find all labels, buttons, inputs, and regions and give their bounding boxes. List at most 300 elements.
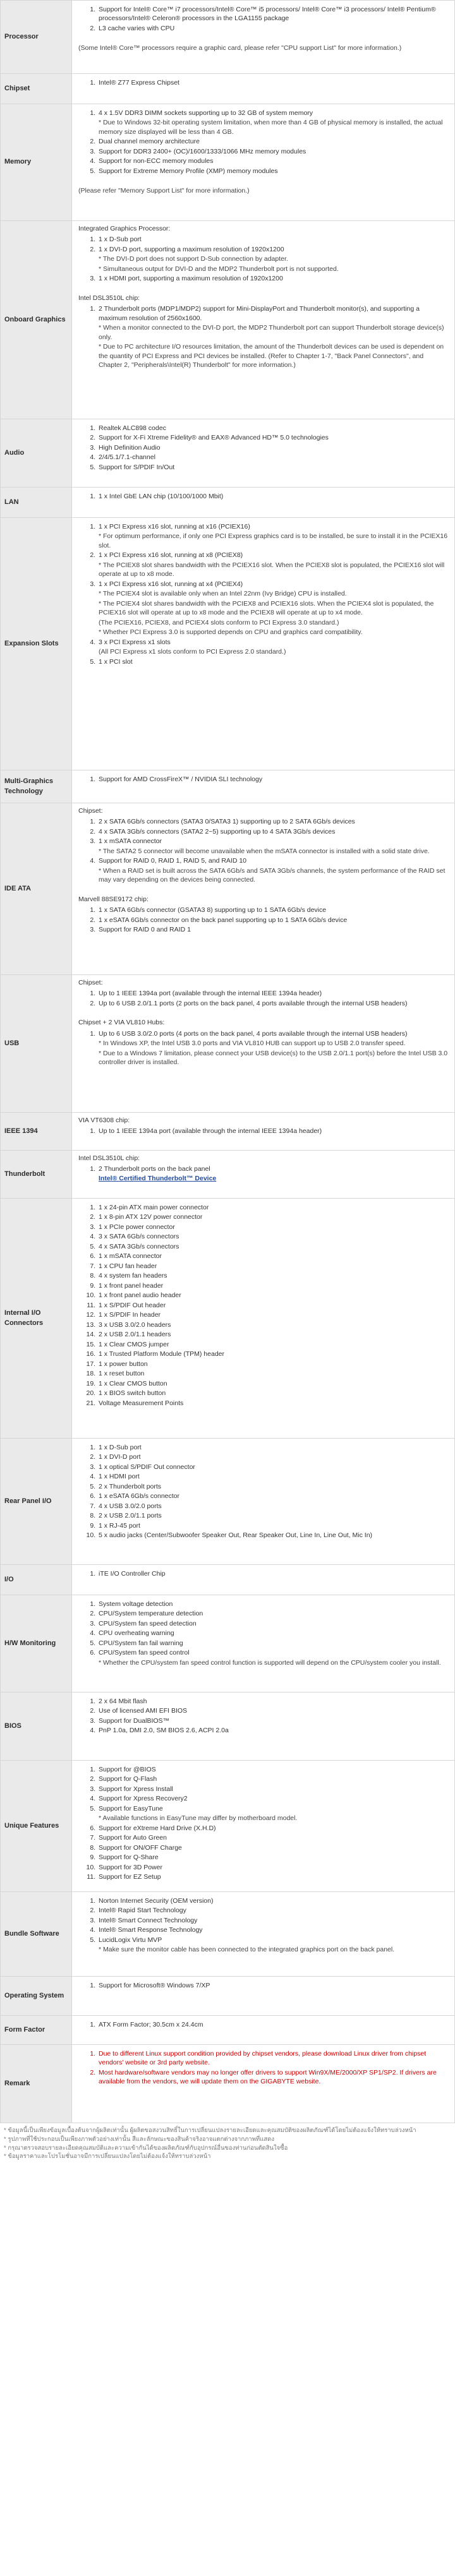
list-item [97, 580, 448, 637]
list-item-text: Support for Q-Flash [99, 1775, 157, 1783]
list-item-text: Support for non-ECC memory modules [99, 157, 214, 165]
list-item [97, 235, 448, 244]
list-item-text: Support for ON/OFF Charge [99, 1843, 182, 1852]
section-heading: Integrated Graphics Processor: [78, 225, 171, 232]
list-item [97, 1213, 448, 1221]
spec-content [72, 488, 455, 518]
list-item-text: Support for 3D Power [99, 1863, 162, 1871]
list-item [97, 1775, 448, 1783]
item-note: * For optimum performance, if only one PCI Express graphics card is to be installed, be sure to install it in the PCIEX16 slot. [99, 532, 448, 549]
list-item [97, 2068, 448, 2087]
list-item [97, 1906, 448, 1915]
item-note: * Make sure the monitor cable has been connected to the integrated graphics port on the back panel. [99, 1946, 395, 1954]
spec-label: Memory [1, 104, 72, 221]
list-item-text: 2 x Thunderbolt ports [99, 1482, 162, 1490]
list-item-text: 1 x Intel GbE LAN chip (10/100/1000 Mbit) [99, 493, 224, 500]
list-item [97, 1926, 448, 1934]
spec-row-thunderbolt [1, 1151, 455, 1199]
footer-note-line: * ข้อมูลนี้เป็นเพียงข้อมูลเบื้องต้นจากผู้ผลิตเท่านั้น ผู้ผลิตขอสงวนสิทธิ์ในการเปลี่ยนแปลงรายละเอียดและคุณสมบัติของผลิตภัณฑ์ได้โดยไม่ต้องแจ้งให้ทราบล่วงหน้า [4, 2127, 416, 2134]
list-item-text: 1 x PCIe power connector [99, 1223, 175, 1231]
list-item-text: 1 x power button [99, 1360, 148, 1368]
spec-list [78, 1127, 448, 1135]
spec-content [72, 518, 455, 770]
spec-label: Chipset [1, 74, 72, 104]
list-item-text: Support for Xpress Install [99, 1785, 173, 1793]
list-item-text: ATX Form Factor; 30.5cm x 24.4cm [99, 2021, 203, 2028]
list-item [97, 1242, 448, 1251]
list-item [97, 1600, 448, 1609]
list-item-text: 1 x CPU fan header [99, 1262, 157, 1270]
block-spacer [78, 286, 448, 294]
list-item [97, 443, 448, 452]
spec-label: Audio [1, 419, 72, 488]
spec-row-operating-system [1, 1977, 455, 2016]
spec-row-remark [1, 2045, 455, 2123]
spec-list [78, 1165, 448, 1183]
list-item [97, 304, 448, 369]
item-note: * Whether PCI Express 3.0 is supported depends on CPU and graphics card compatibility. [99, 628, 363, 637]
spec-content [72, 104, 455, 221]
list-item [97, 245, 448, 273]
list-item-text: 1 x Clear CMOS jumper [99, 1340, 169, 1348]
item-note: * The DVI-D port does not support D-Sub connection by adapter. [99, 255, 288, 263]
spec-list [78, 1203, 448, 1408]
list-item [97, 463, 448, 472]
list-item [97, 1360, 448, 1369]
spec-row-ide-ata [1, 803, 455, 975]
list-item-text: Support for RAID 0, RAID 1, RAID 5, and RAID 10 [99, 857, 247, 865]
section-heading: Intel DSL3510L chip: [78, 1154, 140, 1162]
list-item [97, 837, 448, 856]
list-item-text: 2 Thunderbolt ports on the back panel [99, 1165, 210, 1173]
list-item-text: Up to 6 USB 2.0/1.1 ports (2 ports on the back panel, 4 ports available through the internal USB headers) [99, 999, 408, 1007]
list-item-text: Norton Internet Security (OEM version) [99, 1897, 214, 1905]
list-item [97, 1232, 448, 1241]
list-item-text: Use of licensed AMI EFI BIOS [99, 1707, 188, 1715]
list-item-text: 4 x SATA 3Gb/s connectors [99, 1242, 179, 1250]
spec-label: BIOS [1, 1692, 72, 1761]
list-item [97, 1706, 448, 1715]
list-item-text: 1 x optical S/PDIF Out connector [99, 1463, 195, 1471]
list-item-text: 1 x D-Sub port [99, 236, 142, 244]
list-item [97, 1697, 448, 1706]
list-item [97, 1502, 448, 1511]
list-item [97, 989, 448, 998]
list-item [97, 1369, 448, 1378]
list-item-text: 1 x RJ-45 port [99, 1521, 140, 1530]
list-item [97, 916, 448, 925]
list-item-text: Intel® Smart Response Technology [99, 1926, 203, 1934]
list-item [97, 1340, 448, 1349]
spec-row-ieee-1394 [1, 1113, 455, 1151]
list-item-text: System voltage detection [99, 1600, 173, 1608]
spec-label: IDE ATA [1, 803, 72, 975]
item-note: * When a monitor connected to the DVI-D port, the MDP2 Thunderbolt port can support Thunderbolt storage device(s) only. [99, 324, 444, 341]
item-note: * Available functions in EasyTune may differ by motherboard model. [99, 1814, 298, 1823]
spec-content [72, 2045, 455, 2123]
spec-list [78, 906, 448, 934]
list-item [97, 925, 448, 934]
spec-list [78, 424, 448, 472]
list-item-text: Support for DualBIOS™ [99, 1716, 170, 1725]
list-item-text: Due to different Linux support condition provided by chipset vendors, please download Linux driver from chipset vendors' website or 3rd party website. [99, 2050, 427, 2067]
list-item-text: Intel® Z77 Express Chipset [99, 79, 179, 87]
spec-label: Thunderbolt [1, 1151, 72, 1199]
list-item-text: Support for eXtreme Hard Drive (X.H.D) [99, 1824, 216, 1832]
list-item [97, 1716, 448, 1725]
spec-row-audio [1, 419, 455, 488]
list-item [97, 1853, 448, 1862]
list-item [97, 1399, 448, 1408]
list-item [97, 1350, 448, 1358]
list-item-text: 2/4/5.1/7.1-channel [99, 453, 155, 462]
list-item [97, 433, 448, 442]
footer-note-line: * รูปภาพที่ใช้ประกอบเป็นเพียงภาพตัวอย่างเท่านั้น สีและลักษณะของสินค้าจริงอาจแตกต่างจากภาพที่แสดง [4, 2135, 274, 2143]
spec-row-rear-panel-i-o [1, 1439, 455, 1565]
list-item-text: 3 x SATA 6Gb/s connectors [99, 1233, 179, 1241]
spec-content [72, 1, 455, 74]
spec-row-i-o [1, 1565, 455, 1595]
list-item-text: 1 x PCI slot [99, 657, 133, 666]
item-note: * The PCIEX4 slot is available only when an Intel 22nm (Ivy Bridge) CPU is installed. [99, 590, 347, 598]
list-item [97, 1916, 448, 1925]
list-item [97, 1165, 448, 1183]
list-item [97, 157, 448, 165]
spec-row-unique-features [1, 1761, 455, 1892]
list-item-text: 1 x S/PDIF Out header [99, 1301, 166, 1309]
list-item-text: Realtek ALC898 codec [99, 424, 166, 432]
block-spacer [78, 887, 448, 895]
spec-content [72, 770, 455, 803]
list-item [97, 1609, 448, 1618]
item-note: (The PCIEX16, PCIEX8, and PCIEX4 slots conform to PCI Express 3.0 standard.) [99, 618, 339, 626]
list-item [97, 906, 448, 914]
spec-list [78, 1600, 448, 1667]
list-item [97, 522, 448, 550]
list-item [97, 1872, 448, 1881]
item-note: (All PCI Express x1 slots conform to PCI Express 2.0 standard.) [99, 648, 286, 656]
list-item-text: 3 x USB 3.0/2.0 headers [99, 1321, 171, 1329]
spec-list [78, 492, 448, 501]
list-item-text: 1 x DVI-D port [99, 1453, 141, 1461]
section-heading: Chipset: [78, 979, 103, 986]
list-item-text: 1 x Clear CMOS button [99, 1379, 167, 1387]
spec-label: H/W Monitoring [1, 1595, 72, 1692]
spec-content [72, 74, 455, 104]
list-item-text: 1 x 8-pin ATX 12V power connector [99, 1213, 203, 1221]
list-item-text: iTE I/O Controller Chip [99, 1570, 166, 1578]
list-item-text: Up to 1 IEEE 1394a port (available through the internal IEEE 1394a header) [99, 1127, 322, 1135]
list-item [97, 24, 448, 33]
list-item [97, 551, 448, 578]
list-item-text: 1 x SATA 6Gb/s connector (GSATA3 8) supporting up to 1 SATA 6Gb/s device [99, 906, 327, 914]
spec-list [78, 2020, 448, 2029]
spec-row-bundle-software [1, 1892, 455, 1977]
spec-list [78, 775, 448, 784]
list-item [97, 1843, 448, 1852]
list-item-text: Support for Extreme Memory Profile (XMP) memory modules [99, 167, 278, 175]
spec-list [78, 2049, 448, 2087]
list-item-text: CPU/System fan speed detection [99, 1619, 197, 1627]
list-item-text: 2 x USB 2.0/1.1 headers [99, 1331, 171, 1339]
list-item [97, 1639, 448, 1648]
list-item-text: 1 x BIOS switch button [99, 1389, 166, 1398]
spec-label: Multi-Graphics Technology [1, 770, 72, 803]
list-item-text: 1 x eSATA 6Gb/s connector [99, 1492, 180, 1501]
block-spacer [78, 178, 448, 186]
list-item-text: 1 x 24-pin ATX main power connector [99, 1204, 209, 1211]
list-item [97, 1936, 448, 1955]
section-heading: Intel DSL3510L chip: [78, 294, 140, 302]
section-heading: VIA VT6308 chip: [78, 1117, 130, 1124]
list-item-text: Up to 6 USB 3.0/2.0 ports (4 ports on the back panel, 4 ports available through the internal USB headers) [99, 1029, 408, 1038]
list-item [97, 1321, 448, 1329]
list-item [97, 2020, 448, 2029]
list-item-text: 4 x 1.5V DDR3 DIMM sockets supporting up to 32 GB of system memory [99, 109, 313, 117]
spec-label: Processor [1, 1, 72, 74]
list-item-text: Support for Q-Share [99, 1854, 159, 1862]
list-item [97, 1981, 448, 1990]
list-item [97, 1726, 448, 1735]
spec-label: Internal I/O Connectors [1, 1199, 72, 1439]
list-item [97, 492, 448, 501]
list-item [97, 109, 448, 136]
footer-note-line: * กรุณาตรวจสอบรายละเอียดคุณสมบัติและความเข้ากันได้ของผลิตภัณฑ์กับอุปกรณ์อื่นของท่านก่อนตัดสินใจซื้อ [4, 2144, 288, 2152]
list-item [97, 1443, 448, 1452]
list-item [97, 1262, 448, 1271]
list-item-text: 2 x 64 Mbit flash [99, 1698, 147, 1705]
spec-row-processor [1, 1, 455, 74]
list-item-text: 1 x PCI Express x16 slot, running at x8 (PCIEX8) [99, 551, 243, 560]
list-item [97, 1794, 448, 1803]
spec-list [78, 78, 448, 87]
spec-content [72, 1761, 455, 1892]
spec-row-multi-graphics-technology [1, 770, 455, 803]
spec-list [78, 989, 448, 1008]
spec-content [72, 221, 455, 419]
list-item-text: Support for @BIOS [99, 1766, 156, 1773]
spec-list [78, 235, 448, 283]
item-note: * The PCIEX4 slot shares bandwidth with the PCIEX8 and PCIEX16 slots. When the PCIEX4 slot is populated, the PCIEX16 slot will operate at up to x8 mode and the PCIEX8 will operate at up to x4 mode. [99, 599, 434, 617]
list-item [97, 5, 448, 23]
spec-label: Form Factor [1, 2016, 72, 2045]
spec-label: Bundle Software [1, 1892, 72, 1977]
list-item-text: 1 x PCI Express x16 slot, running at x16 (PCIEX16) [99, 523, 250, 530]
list-item-text: 1 x DVI-D port, supporting a maximum resolution of 1920x1200 [99, 245, 284, 253]
list-item-text: Support for AMD CrossFireX™ / NVIDIA SLI technology [99, 776, 263, 783]
list-item [97, 999, 448, 1008]
section-heading: Chipset + 2 VIA VL810 Hubs: [78, 1019, 165, 1027]
spec-label: Operating System [1, 1977, 72, 2016]
spec-content [72, 1892, 455, 1977]
list-item-text: 4 x SATA 3Gb/s connectors (SATA2 2~5) supporting up to 4 SATA 3Gb/s devices [99, 827, 336, 836]
spec-label: Expansion Slots [1, 518, 72, 770]
spec-row-memory [1, 104, 455, 221]
list-item-text: 1 x front panel header [99, 1281, 164, 1290]
spec-list [78, 1981, 448, 1990]
spec-list [78, 1569, 448, 1578]
list-item [97, 1511, 448, 1520]
list-item [97, 1569, 448, 1578]
list-item [97, 657, 448, 666]
item-note: * Due to PC architecture I/O resources limitation, the amount of the Thunderbolt devices can be used is dependent on the quantity of PCI Express and PCI devices be installed. (Refer to Chapter 1-7, "Back Panel Connectors", and Chapter 2, "Peripherals\Intel(R) Thunderbolt" for more information.) [99, 343, 444, 369]
list-item [97, 1804, 448, 1823]
item-note: * The SATA2 5 connector will become unavailable when the mSATA connector is installed with a solid state drive. [99, 847, 430, 855]
list-item-text: Support for EasyTune [99, 1804, 163, 1812]
spec-label: LAN [1, 488, 72, 518]
spec-list [78, 109, 448, 176]
list-item-text: CPU/System temperature detection [99, 1610, 203, 1618]
specification-rows [1, 1, 455, 2123]
spec-list [78, 1896, 448, 1955]
list-item-text: CPU/System fan speed control [99, 1649, 190, 1657]
list-item [97, 817, 448, 826]
item-note: * In Windows XP, the Intel USB 3.0 ports and VIA VL810 HUB can support up to USB 2.0 transfer speed. [99, 1039, 406, 1048]
list-item [97, 1203, 448, 1212]
list-item [97, 1531, 448, 1540]
list-item [97, 1389, 448, 1398]
list-item [97, 827, 448, 836]
list-item [97, 1833, 448, 1842]
list-item [97, 1453, 448, 1461]
list-item-text: Support for DDR3 2400+ (OC)/1600/1333/1066 MHz memory modules [99, 147, 306, 155]
spec-row-h-w-monitoring [1, 1595, 455, 1692]
list-item-text: Voltage Measurement Points [99, 1399, 184, 1407]
list-item-text: LucidLogix Virtu MVP [99, 1936, 162, 1944]
spec-label: USB [1, 975, 72, 1113]
list-item [97, 1482, 448, 1491]
list-item [97, 137, 448, 146]
list-item [97, 1824, 448, 1833]
list-item [97, 274, 448, 283]
list-item [97, 1281, 448, 1290]
list-item [97, 1648, 448, 1667]
spec-content [72, 1113, 455, 1151]
list-item [97, 1785, 448, 1794]
spec-row-lan [1, 488, 455, 518]
list-item [97, 1127, 448, 1135]
list-item [97, 1521, 448, 1530]
spec-row-usb [1, 975, 455, 1113]
spec-content [72, 1199, 455, 1439]
spec-label: Remark [1, 2045, 72, 2123]
list-item-text: High Definition Audio [99, 443, 161, 452]
list-item-text: 2 x SATA 6Gb/s connectors (SATA3 0/SATA3 1) supporting up to 2 SATA 6Gb/s devices [99, 818, 355, 826]
list-item [97, 775, 448, 784]
spec-list [78, 304, 448, 369]
spec-content [72, 1439, 455, 1565]
list-item-text: 1 x HDMI port [99, 1473, 140, 1481]
list-item-text: L3 cache varies with CPU [99, 24, 175, 32]
list-item [97, 1271, 448, 1280]
spec-content [72, 1692, 455, 1761]
list-item [97, 167, 448, 176]
spec-label: Rear Panel I/O [1, 1439, 72, 1565]
list-item-text: Support for X-Fi Xtreme Fidelity® and EAX® Advanced HD™ 5.0 technologies [99, 434, 329, 442]
list-item [97, 1223, 448, 1231]
list-item [97, 424, 448, 433]
list-item-text: 1 x HDMI port, supporting a maximum resolution of 1920x1200 [99, 275, 283, 283]
block-spacer [78, 1010, 448, 1018]
spec-row-bios [1, 1692, 455, 1761]
spec-content [72, 419, 455, 488]
list-item-text: Support for Xpress Recovery2 [99, 1795, 188, 1803]
list-item [97, 1310, 448, 1319]
list-item-text: Support for Intel® Core™ i7 processors/Intel® Core™ i5 processors/ Intel® Core™ i3 processors/ Intel® Pentium® processors/Intel® Celeron® processors in the LGA1155 package [99, 6, 436, 23]
spec-row-expansion-slots [1, 518, 455, 770]
spec-label: Unique Features [1, 1761, 72, 1892]
list-item-text: 1 x mSATA connector [99, 1252, 162, 1261]
item-note: * The PCIEX8 slot shares bandwidth with the PCIEX16 slot. When the PCIEX8 slot is populated, the PCIEX16 slot will operate at up to x8 mode. [99, 561, 445, 578]
list-item [97, 1379, 448, 1388]
list-item-text: Support for RAID 0 and RAID 1 [99, 926, 191, 934]
list-item [97, 1330, 448, 1339]
list-item-text: Support for Auto Green [99, 1834, 167, 1842]
spec-label: IEEE 1394 [1, 1113, 72, 1151]
spec-list [78, 5, 448, 33]
spec-content [72, 1595, 455, 1692]
list-item-text: 1 x front panel audio header [99, 1291, 181, 1300]
list-item-text: Up to 1 IEEE 1394a port (available through the internal IEEE 1394a header) [99, 990, 322, 998]
item-note: * Due to a Windows 7 limitation, please connect your USB device(s) to the USB 2.0/1.1 port(s) before the Intel USB 3.0 controller driver is installed. [99, 1049, 448, 1067]
list-item-text: 4 x system fan headers [99, 1272, 167, 1280]
spec-content [72, 2016, 455, 2045]
section-heading: Marvell 88SE9172 chip: [78, 895, 149, 903]
spec-label: Onboard Graphics [1, 221, 72, 419]
list-item-text: Most hardware/software vendors may no longer offer drivers to support Win9X/ME/2000/XP SP1/SP2. If drivers are available from the vendors, we will update them on the GIGABYTE website. [99, 2068, 437, 2086]
spec-row-chipset [1, 74, 455, 104]
list-item-text: Intel® Smart Connect Technology [99, 1916, 198, 1924]
spec-content [72, 975, 455, 1113]
spec-content [72, 1151, 455, 1199]
item-note: * Whether the CPU/system fan speed control function is supported will depend on the CPU/system cooler you install. [99, 1658, 441, 1667]
spec-list [78, 1443, 448, 1540]
list-item-text: 1 x reset button [99, 1370, 145, 1378]
list-item [97, 1472, 448, 1481]
list-item-text: CPU overheating warning [99, 1629, 174, 1638]
spec-content [72, 1565, 455, 1595]
spec-row-form-factor [1, 2016, 455, 2045]
item-note: * Simultaneous output for DVI-D and the MDP2 Thunderbolt port is not supported. [99, 265, 339, 273]
list-item [97, 1492, 448, 1501]
list-item [97, 1291, 448, 1300]
list-item [97, 856, 448, 884]
list-item [97, 1619, 448, 1628]
block-note: (Please refer "Memory Support List" for more information.) [78, 187, 250, 195]
thunderbolt-certified-link[interactable]: Intel® Certified Thunderbolt™ Device [99, 1174, 217, 1182]
list-item-text: Support for Microsoft® Windows 7/XP [99, 1982, 210, 1989]
spec-list [78, 1765, 448, 1882]
spec-content [72, 803, 455, 975]
spec-row-onboard-graphics [1, 221, 455, 419]
list-item [97, 1765, 448, 1774]
list-item-text: 2 Thunderbolt ports (MDP1/MDP2) support for Mini-DisplayPort and Thunderbolt monitor(s), and supporting a maximum resolution of 2560x1600. [99, 305, 420, 322]
footer-disclaimer-notes [0, 2123, 455, 2164]
spec-list [78, 1029, 448, 1067]
list-item [97, 1863, 448, 1872]
list-item-text: Intel® Rapid Start Technology [99, 1907, 186, 1915]
list-item [97, 1629, 448, 1638]
list-item-text: 1 x eSATA 6Gb/s connector on the back panel supporting up to 1 SATA 6Gb/s device [99, 916, 348, 924]
list-item-text: Support for S/PDIF In/Out [99, 463, 175, 471]
list-item-text: CPU/System fan fail warning [99, 1639, 183, 1647]
spec-content [72, 1977, 455, 2016]
list-item-text: 3 x PCI Express x1 slots [99, 638, 171, 646]
list-item-text: Dual channel memory architecture [99, 138, 200, 146]
list-item-text: Support for EZ Setup [99, 1873, 161, 1881]
list-item-text: 4 x USB 3.0/2.0 ports [99, 1502, 162, 1510]
block-spacer [78, 35, 448, 43]
